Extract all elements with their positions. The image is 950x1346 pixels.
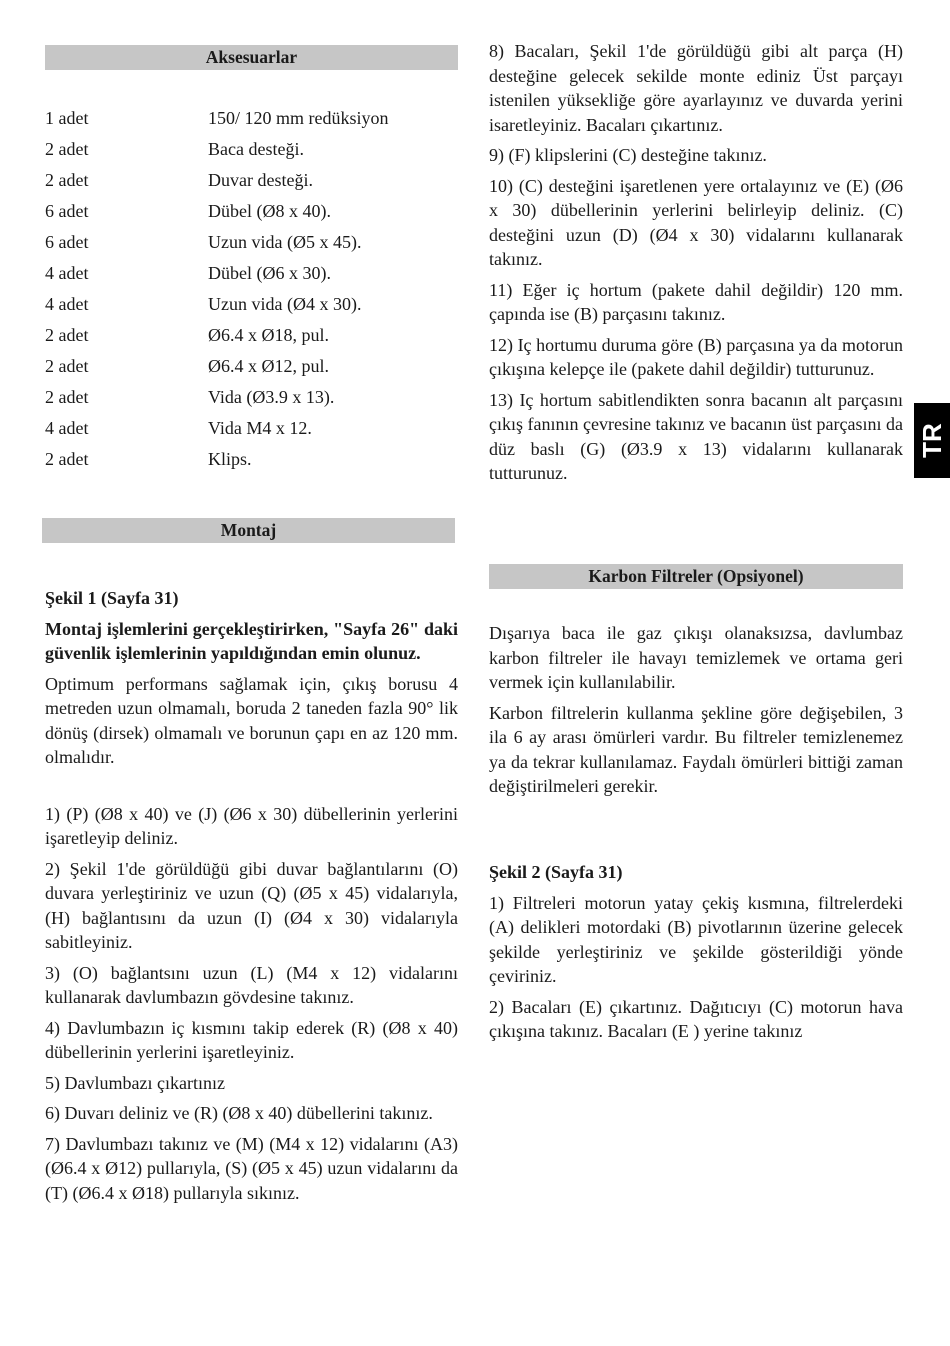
carbon-section xyxy=(489,621,903,799)
sekil2-step-2: 2) Bacaları (E) çıkartınız. Dağıtıcıyı (C) motorun hava çıkışına takınız. Bacaları (E ) yerine takınız xyxy=(489,996,903,1041)
accessories-header: Aksesuarlar xyxy=(45,45,458,70)
sekil2-section xyxy=(489,860,903,1044)
step-5: 5) Davlumbazı çıkartınız xyxy=(45,1072,225,1093)
montaj-continued xyxy=(489,39,903,486)
list-item: 2 adet Klips. xyxy=(45,449,252,469)
step-13: 13) Iç hortum sabitlendikten sonra bacanın alt parçasını çıkış fanının çevresine takınız ve bacanın üst parçasını da düz baslı (G) (Ø3.9 x 13) vidalarını kullanarak tutturunuz. xyxy=(489,389,903,483)
step-10: 10) (C) desteğini işaretlenen yere ortalayınız ve (E) (Ø6 x 30) dübellerinin yerlerini belirleyip deliniz. (C) desteğini uzun (D) (Ø4 x 30) vidalarını kullanarak takınız. xyxy=(489,175,903,269)
list-item: 4 adet Uzun vida (Ø4 x 30). xyxy=(45,294,362,314)
step-2: 2) Şekil 1'de görüldüğü gibi duvar bağlantılarını (O) duvara yerleştiriniz ve uzun (Q) (Ø5 x 45) vidalarıyla, (H) bağlantısını da uzun (I) (Ø4 x 30) vidalarıyla sabitleyiniz. xyxy=(45,858,458,952)
montaj-section xyxy=(45,586,458,1205)
accessories-list xyxy=(45,103,458,475)
list-item: 4 adet Dübel (Ø6 x 30). xyxy=(45,263,331,283)
list-item: 2 adet Ø6.4 x Ø12, pul. xyxy=(45,356,329,376)
list-item: 2 adet Ø6.4 x Ø18, pul. xyxy=(45,325,329,345)
step-8: 8) Bacaları, Şekil 1'de görüldüğü gibi alt parça (H) desteğine gelecek sekilde monte ediniz Üst parçayı istenilen yüksekliğe göre ayarlayınız ve duvarda yerini isaretleyiniz. Bacaları çıkartınız. xyxy=(489,41,903,135)
carbon-filters-header: Karbon Filtreler (Opsiyonel) xyxy=(489,564,903,589)
carbon-paragraph-1: Dışarıya baca ile gaz çıkışı olanaksızsa, davlumbaz karbon filtreler ile havayı temizlemek ve ortama geri vermek için kullanılabilir. xyxy=(489,623,903,692)
safety-warning: Montaj işlemlerini gerçekleştirirken, "Sayfa 26" daki güvenlik işlemlerinin yapıldığından emin olunuz. xyxy=(45,618,458,663)
step-4: 4) Davlumbazın iç kısmını takip ederek (R) (Ø8 x 40) dübellerinin yerlerini işaretleyiniz. xyxy=(45,1017,458,1062)
step-3: 3) (O) bağlantsını uzun (L) (M4 x 12) vidalarını kullanarak davlumbazın gövdesine takınız. xyxy=(45,962,458,1007)
list-item: 2 adet Baca desteği. xyxy=(45,139,304,159)
list-item: 4 adet Vida M4 x 12. xyxy=(45,418,312,438)
sekil2-step-1: 1) Filtreleri motorun yatay çekiş kısmına, filtrelerdeki (A) delikleri motordaki (B) pivotlarının üzerine gelecek şekilde yerleştiriniz ve şekilde gösterildiği yönde çeviriniz. xyxy=(489,892,903,986)
language-tab-label: TR xyxy=(916,423,947,458)
step-11: 11) Eğer iç hortum (pakete dahil değildir) 120 mm. çapında ise (B) parçasını takınız. xyxy=(489,279,903,324)
language-tab xyxy=(914,403,950,478)
carbon-paragraph-2: Karbon filtrelerin kullanma şekline göre değişebilen, 3 ila 6 ay arası ömürleri vardır. Bu filtreler temizlenemez ya da tekrar kullanılamaz. Faydalı ömürleri bittiği zaman değiştirilmeleri gerekir. xyxy=(489,702,903,796)
montaj-header: Montaj xyxy=(42,518,455,543)
intro-paragraph: Optimum performans sağlamak için, çıkış borusu 4 metreden uzun olmamalı, boruda 2 taneden fazla 90° lik dönüş (dirsek) olmamalı ve borunun çapı en az 120 mm. olmalıdır. xyxy=(45,673,458,767)
list-item: 1 adet 150/ 120 mm redüksiyon xyxy=(45,108,389,128)
list-item: 6 adet Uzun vida (Ø5 x 45). xyxy=(45,232,362,252)
step-1: 1) (P) (Ø8 x 40) ve (J) (Ø6 x 30) dübellerinin yerlerini işaretleyip deliniz. xyxy=(45,803,458,848)
list-item: 2 adet Duvar desteği. xyxy=(45,170,313,190)
list-item: 2 adet Vida (Ø3.9 x 13). xyxy=(45,387,335,407)
sekil2-heading: Şekil 2 (Sayfa 31) xyxy=(489,862,623,882)
sekil1-heading: Şekil 1 (Sayfa 31) xyxy=(45,588,179,608)
step-6: 6) Duvarı deliniz ve (R) (Ø8 x 40) dübellerini takınız. xyxy=(45,1103,433,1123)
step-7: 7) Davlumbazı takınız ve (M) (M4 x 12) vidalarını (A3) (Ø6.4 x Ø12) pullarıyla, (S) (Ø5 x 45) uzun vidalarını da (T) (Ø6.4 x Ø18) pullarıyla sıkınız. xyxy=(45,1133,458,1203)
step-9: 9) (F) klipslerini (C) desteğine takınız. xyxy=(489,145,767,165)
step-12: 12) Iç hortumu duruma göre (B) parçasına ya da motorun çıkışına kelepçe ile (pakete dahil değildir) tutturunuz. xyxy=(489,334,903,379)
list-item: 6 adet Dübel (Ø8 x 40). xyxy=(45,201,331,221)
